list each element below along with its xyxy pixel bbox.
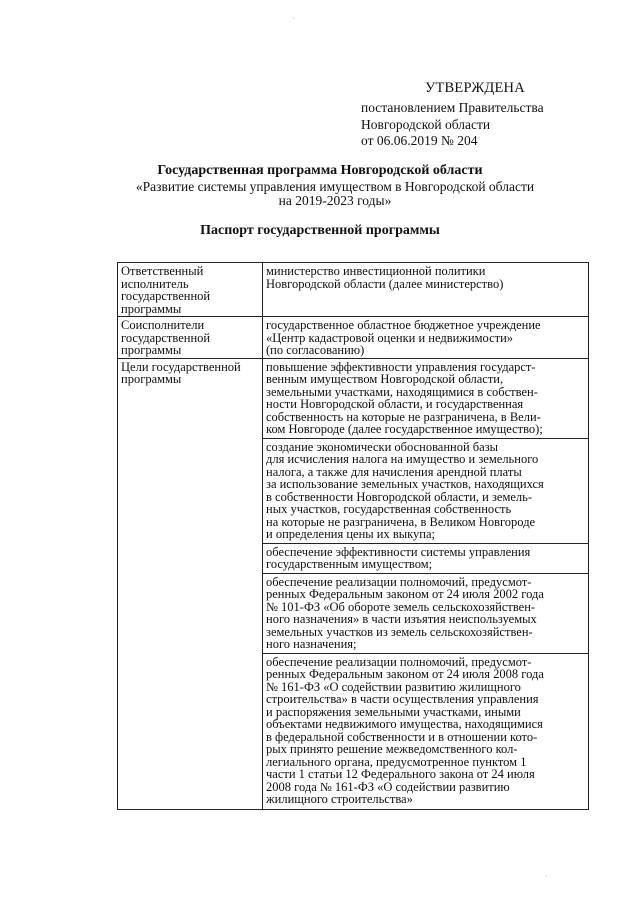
goal-line: земельных участков из земель сельскохозяйствен- <box>266 624 533 639</box>
label-line: программы <box>121 372 182 386</box>
goal-line: обеспечение реализации полномочий, предусмот- <box>266 574 532 589</box>
row-value <box>263 358 589 809</box>
goal-block <box>263 574 588 654</box>
label-line: исполнитель <box>121 276 189 291</box>
subtitle-line: на 2019-2023 годы» <box>278 193 392 208</box>
value-line: «Центр кадастровой оценки и недвижимости» <box>266 330 514 345</box>
goal-block <box>263 439 588 544</box>
goal-line: ности Новгородской области, и государственная <box>266 397 524 411</box>
table-row <box>118 263 589 317</box>
goal-line: объектами недвижимого имущества, находящимися <box>266 717 543 731</box>
scan-artifact: · <box>545 872 548 881</box>
goal-line: обеспечение эффективности системы управления <box>266 544 531 559</box>
row-value <box>263 263 589 317</box>
scan-artifact: · <box>292 14 295 23</box>
resolution-line: постановлением Правительства <box>361 100 544 115</box>
goal-line: венным имуществом Новгородской области, <box>266 372 504 386</box>
value-line: государственное областное бюджетное учреждение <box>266 318 541 332</box>
goal-line: ренных Федеральным законом от 24 июля 2008 года <box>266 667 544 681</box>
label-line: Соисполнители <box>121 318 205 332</box>
label-line: государственной <box>121 289 211 303</box>
resolution-line: Новгородской области <box>361 116 491 132</box>
goal-block <box>263 544 588 574</box>
table-row <box>118 317 589 359</box>
row-label <box>118 358 263 809</box>
label-line: Ответственный <box>121 264 204 278</box>
goal-line: государственным имуществом; <box>266 557 433 571</box>
goal-line: для исчисления налога на имущество и земельного <box>266 452 539 466</box>
subtitle-line: «Развитие системы управления имуществом в Новгородской области <box>135 179 535 194</box>
passport-heading: Паспорт государственной программы <box>200 223 440 238</box>
goal-line: ных участков, государственная собственность <box>266 502 512 516</box>
value-line: (по согласованию) <box>266 343 365 357</box>
goal-line: строительства» в части осуществления управления <box>266 692 539 706</box>
passport-table <box>117 262 589 810</box>
goal-line: в федеральной собственности и в отношении кото- <box>266 729 538 744</box>
goal-line: повышение эффективности управления государст- <box>266 359 536 374</box>
goal-line: легиального органа, предусмотренное пунктом 1 <box>266 754 527 769</box>
goal-line: обеспечение реализации полномочий, предусмот- <box>266 654 532 669</box>
goal-line: части 1 статьи 12 Федерального закона от 24 июля <box>266 767 535 781</box>
goal-line: ного назначения; <box>266 637 357 651</box>
row-label <box>118 317 263 359</box>
value-line: министерство инвестиционной политики <box>266 264 486 278</box>
goal-line: жилищного строительства» <box>266 792 413 806</box>
goal-line: налога, а также для начисления арендной платы <box>266 464 522 479</box>
row-value <box>263 317 589 359</box>
goal-line: создание экономически обоснованной базы <box>266 439 499 454</box>
goal-line: за использование земельных участков, находящихся <box>266 477 544 491</box>
goal-line: № 101-ФЗ «Об обороте земель сельскохозяйствен- <box>266 599 536 614</box>
goal-block <box>263 361 588 439</box>
goal-line: и определения цены их выкупа; <box>266 527 436 541</box>
table-row <box>118 358 589 809</box>
label-line: программы <box>121 301 182 316</box>
goal-line: в собственности Новгородской области, и земель- <box>266 489 533 504</box>
goal-line: собственность на которые не разграничена, в Вели- <box>266 409 541 424</box>
program-subtitle <box>100 180 570 208</box>
approval-resolution <box>361 100 544 150</box>
goal-line: рых принято решение межведомственного кол- <box>266 742 518 756</box>
goal-line: ренных Федеральным законом от 24 июля 2002 года <box>266 587 544 601</box>
label-line: государственной <box>121 330 211 345</box>
goal-line: на которые не разграничена, в Великом Новгороде <box>266 514 536 529</box>
value-line: Новгородской области (далее министерство) <box>266 276 504 291</box>
goal-line: земельными участками, находящимися в собствен- <box>266 384 538 399</box>
program-title: Государственная программа Новгородской области <box>157 163 483 178</box>
goal-block <box>263 654 588 808</box>
goal-line: 2008 года № 161-ФЗ «О содействии развитию <box>266 779 510 794</box>
resolution-line: от 06.06.2019 № 204 <box>361 133 478 148</box>
row-label <box>118 263 263 317</box>
goal-line: ком Новгороде (далее государственное имущество); <box>266 422 543 436</box>
goal-line: № 161-ФЗ «О содействии развитию жилищного <box>266 679 521 694</box>
goal-line: ного назначения» в части изъятия неиспользуемых <box>266 612 537 626</box>
label-line: Цели государственной <box>121 359 241 374</box>
approval-heading: УТВЕРЖДЕНА <box>425 80 525 96</box>
goal-line: и распоряжения земельными участками, иными <box>266 704 521 719</box>
label-line: программы <box>121 343 182 357</box>
